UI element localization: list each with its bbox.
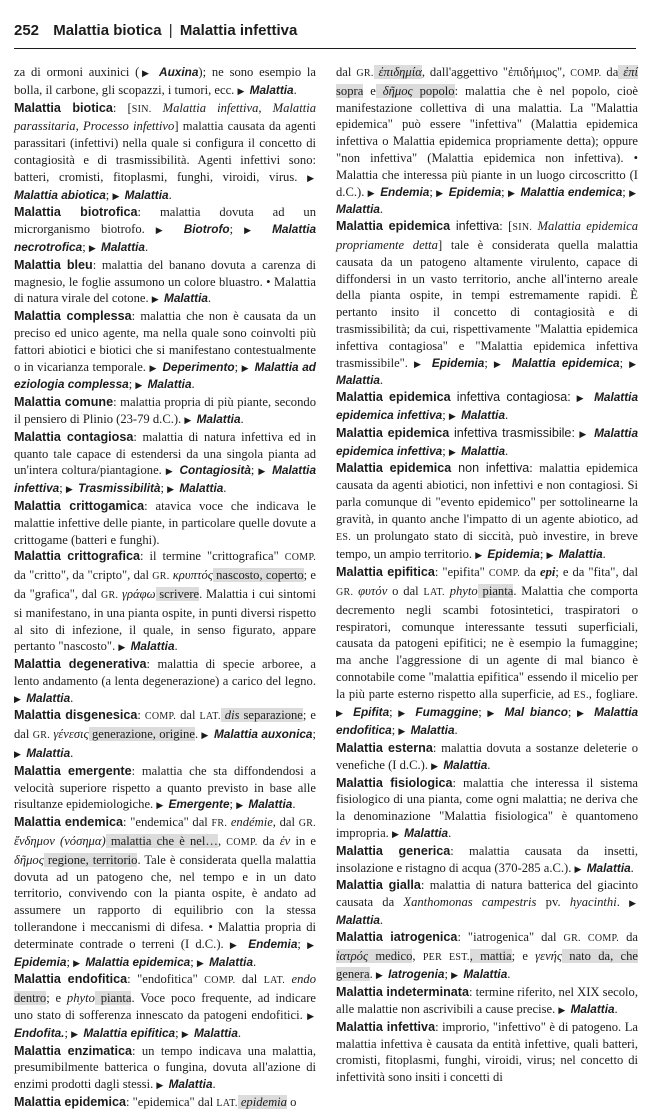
cross-reference: Malattia	[336, 373, 380, 388]
cross-reference: Endofita.	[14, 1025, 65, 1040]
cross-reference: Mal bianco	[504, 705, 568, 720]
entry-malattia-crittogamica: Malattia crittogamica: atavica voce che indicava le malattie infettive delle piante, in particolare quelle dovute a crittogame (batteri e funghi).	[14, 498, 316, 547]
header-title-right: Malattia infettiva	[179, 22, 298, 39]
cross-reference: Malattia	[586, 860, 631, 875]
cross-reference: Malattia	[248, 797, 293, 812]
entry-malattia-fisiologica: Malattia fisiologica: malattia che interessa il sistema fisiologico di una pianta, come ogni malattia; ne deriva che la denominazione "Malattia fisiologica" è quantomeno impropria. ▶ Malattia.	[336, 775, 638, 841]
cross-reference: Malattia	[147, 377, 192, 392]
cross-reference: Malattia endofitica	[336, 705, 639, 738]
entry-headword: Malattia epidemica infettiva contagiosa:	[336, 390, 571, 405]
running-header	[14, 22, 636, 46]
cross-reference: Epidemia	[448, 184, 502, 199]
cross-reference: Malattia	[196, 411, 241, 426]
entry-headword: Malattia endemica	[14, 815, 124, 830]
cross-reference: Malattia necrotrofica	[14, 222, 317, 254]
entry-headword: Malattia gialla	[336, 878, 421, 893]
entry-headword: Malattia degenerativa	[14, 657, 147, 672]
cross-reference: Malattia	[570, 1002, 615, 1017]
cross-reference: Malattia infettiva	[14, 463, 316, 496]
entry-headword: Malattia epidemica infettiva trasmissibile:	[336, 425, 575, 440]
entry-malattia-emergente: Malattia emergente: malattia che sta diffondendosi a velocità superiore rispetto a quanto previsto in base alle risultanze epidemiologiche. ▶ Emergente; ▶ Malattia.	[14, 763, 316, 812]
entry-headword: Malattia crittogamica	[14, 498, 145, 513]
cross-reference: Trasmissibilità	[78, 481, 161, 496]
cross-reference: Fumaggine	[415, 705, 479, 720]
cross-reference: Malattia abiotica	[14, 187, 106, 202]
cross-reference: Malattia	[124, 187, 169, 202]
entry-malattia-epidemica-infettiva: Malattia epidemica infettiva: [SIN. Malattia epidemica propriamente detta] tale è considerata quella malattia causata da un patogeno altamente virulento, capace di diffondersi in un vasto territorio, anche all'interno areale della pianta ospite, in tempi estremamente rapidi. È pertanto insito il concetto di contagiosità e di trasmissibilità; da cui, rispettivamente "Malattia epidemica infettiva contagiosa" e "Malattia epidemica infettiva trasmissibile". ▶ Epidemia; ▶ Malattia epidemica; ▶ Malattia.	[336, 219, 638, 388]
entry-malattia-infettiva: Malattia infettiva: improrio, "infettivo" è di patogeno. La malattia infettiva è causata da entità infettive, quali batteri, cromisti, fitoplasmi, funghi, viroidi, virus; nel concetto di infettività sono insiti i concetti di	[336, 1019, 639, 1085]
cross-reference: Iatrogenia	[388, 967, 445, 982]
cross-reference: Malattia	[463, 967, 508, 982]
cross-reference: Endemia	[248, 936, 298, 951]
cross-reference: Malattia epifitica	[83, 1025, 176, 1040]
cross-reference: Malattia	[193, 1025, 238, 1040]
cross-reference: Malattia	[164, 291, 208, 306]
entry-headword: Malattia enzimatica	[14, 1043, 133, 1058]
entry-malattia-enzimatica: Malattia enzimatica: un tempo indicava una malattia, presumibilmente batterica o fungina, dovuta all'azione di enzimi prodotti dagli stessi. ▶ Malattia.	[14, 1043, 316, 1092]
entry-malattia-gialla: Malattia gialla: malattia di natura batterica del giacinto causata da Xanthomonas campestris pv. hyacinthi. ▶ Malattia.	[336, 878, 638, 928]
page-number: 252	[14, 22, 40, 39]
cross-reference: Malattia	[558, 547, 603, 562]
cross-reference: Malattia	[179, 481, 224, 496]
entry-headword: Malattia infettiva	[336, 1019, 436, 1034]
cross-reference: Malattia	[130, 639, 175, 654]
entry-malattia-epidemica-non-infettiva: Malattia epidemica non infettiva: malattia epidemica causata da agenti abiotici, non infettivi e non contagiosi. Si parla comunque di "evento epidemico" per sottolinearne la gravità, in quanto anche l'impatto di un agente abiotico, ad ES. un prolungato stato di siccità, può investire, in breve tempo, un ampio territorio. ▶ Epidemia; ▶ Malattia.	[336, 461, 638, 562]
header-title-left: Malattia biotica	[53, 22, 162, 39]
entry-malattia-bleu: Malattia bleu: malattia del banano dovuta a carenza di magnesio, le foglie assumono un colore bluastro. • Malattia di natura virale del cotone. ▶ Malattia.	[14, 257, 316, 306]
entry-headword: Malattia disgenesica	[14, 708, 138, 723]
entry-headword: Malattia esterna	[336, 741, 433, 756]
entry-malattia-indeterminata: Malattia indeterminata: termine riferito, nel XIX secolo, alle malattie non ascrivibili a cause precise. ▶ Malattia.	[336, 985, 638, 1017]
cross-reference: Epifita	[353, 705, 390, 720]
entry-malattia-crittografica: Malattia crittografica: il termine "crittografica" COMP. da "critto", da "cripto", dal GR. κρυπτός nascosto, coperto; e da "grafica", dal GR. γράφω scrivere. Malattia i cui sintomi si manifestano, in una pianta ospite, in punti diversi rispetto al sito di infezione, il quale, in senso figurato, appare pertanto "nascosto". ▶ Malattia.	[14, 549, 317, 654]
entry-headword: Malattia bleu	[14, 257, 93, 272]
cross-reference: Malattia	[209, 954, 253, 969]
cross-reference: Malattia	[101, 239, 145, 254]
entry-headword: Malattia generica	[336, 843, 451, 858]
entry-headword: Malattia epidemica	[14, 1095, 126, 1110]
cross-reference: Emergente	[168, 797, 230, 812]
cross-reference: Endemia	[380, 184, 430, 199]
cross-reference: Malattia	[404, 826, 449, 841]
entry-malattia-epidemica-infettiva-trasmissibile: Malattia epidemica infettiva trasmissibile: ▶ Malattia epidemica infettiva; ▶ Malattia.	[336, 425, 638, 458]
cross-reference: Malattia ad eziologia complessa	[14, 359, 317, 392]
entry-headword: Malattia iatrogenica	[336, 929, 458, 944]
cross-reference: Malattia endemica	[520, 184, 623, 199]
cross-reference: Malattia	[26, 746, 71, 761]
cross-reference: Contagiosità	[179, 463, 251, 478]
entry-malattia-esterna: Malattia esterna: malattia dovuta a sostanze deleterie o venefiche (I d.C.). ▶ Malattia.	[336, 741, 638, 772]
entry-malattia-epifitica: Malattia epifitica: "epifita" COMP. da epi; e da "fita", dal GR. φυτόν o dal LAT. phyto pianta. Malattia che comporta decremento negli scambi fotosintetici, traspiratori o respiratori, comunque interessante tessuti superficiali, causata da patogeni epifitici; ne è esempio la fumaggine; ma anche l'aggressione di un agente di mal bianco è connotabile come "malattia epifitica" essendo il micelio per la più parte esterno rispetto alla superficie, ad ES., fogliare. ▶ Epifita; ▶ Fumaggine; ▶ Mal bianco; ▶ Malattia endofitica; ▶ Malattia.	[336, 565, 639, 738]
entry-headword: Malattia biotica	[14, 100, 113, 115]
cross-reference: Malattia	[26, 690, 71, 705]
entry-headword: Malattia crittografica	[14, 549, 141, 564]
header-rule	[14, 48, 636, 49]
entry-malattia-iatrogenica: Malattia iatrogenica: "iatrogenica" dal GR. COMP. da ἰατρός medico, PER EST., mattia; e γενής nato da, che genera. ▶ Iatrogenia; ▶ Malattia.	[336, 929, 638, 982]
cross-reference: Malattia	[410, 723, 455, 738]
cross-reference: Malattia	[443, 757, 488, 772]
entry-headword: Malattia comune	[14, 395, 114, 410]
cross-reference: Malattia epidemica	[85, 954, 191, 969]
cross-reference: Malattia auxonica	[213, 727, 313, 742]
entry-headword: Malattia biotrofica	[14, 205, 138, 220]
cross-reference: Malattia epidemica infettiva	[336, 425, 638, 458]
header-separator: |	[168, 22, 173, 39]
cross-reference: Malattia	[249, 82, 294, 97]
entry-headword: Malattia endofitica	[14, 972, 128, 987]
cross-reference: Malattia epidemica infettiva	[336, 390, 638, 422]
entry-headword: Malattia fisiologica	[336, 775, 453, 790]
entry-headword: Malattia contagiosa	[14, 429, 134, 444]
cross-reference: Deperimento	[162, 359, 235, 374]
entry-malattia-disgenesica: Malattia disgenesica: COMP. dal LAT. dis separazione; e dal GR. γένεσις generazione, origine. ▶ Malattia auxonica; ▶ Malattia.	[14, 708, 316, 761]
entry-malattia-contagiosa: Malattia contagiosa: malattia di natura infettiva ed in quanto tale capace di estendersi da una singola pianta ad un'intera coltura/piantagione. ▶ Contagiosità; ▶ Malattia infettiva; ▶ Trasmissibilità; ▶ Malattia.	[14, 429, 317, 496]
entry-headword: Malattia complessa	[14, 309, 132, 324]
entry-malattia-endemica: Malattia endemica: "endemica" dal FR. endémie, dal GR. ἔνδημον (νόσημα) malattia che è nel…, COMP. da ἐν in e δῆμος regione, territorio. Tale è considerata quella malattia dovuta ad un patogeno che, nel tempo e in un dato territorio, convivendo con la pianta ospite, è andato ad assumere un rapporto di equilibrio con la stessa tollerandone i meccanismi di difesa. • Malattia propria di determinate contrade o terreni (I d.C.). ▶ Endemia; ▶ Epidemia; ▶ Malattia epidemica; ▶ Malattia.	[14, 815, 316, 969]
entry-malattia-biotrofica: Malattia biotrofica: malattia dovuta ad un microrganismo biotrofo. ▶ Biotrofo; ▶ Malattia necrotrofica; ▶ Malattia.	[14, 205, 317, 254]
cross-reference: Epidemia	[14, 954, 67, 969]
right-column	[336, 64, 638, 1086]
cross-reference: Malattia	[336, 202, 380, 217]
entry-headword: Malattia epidemica infettiva	[336, 219, 500, 234]
entry-malattia-epidemica-infettiva-contagiosa: Malattia epidemica infettiva contagiosa: ▶ Malattia epidemica infettiva; ▶ Malattia.	[336, 390, 638, 422]
cross-reference: Malattia	[168, 1077, 213, 1092]
entry-malattia-biotica: Malattia biotica: [SIN. Malattia infettiva, Malattia parassitaria, Processo infettivo] malattia causata da agenti parassitari (infettivi) nella quale si configura il concetto di contagiosità e di trasmissibilità. Agenti infettivi sono: batteri, cromisti, fitoplasmi, funghi, viroidi, virus. ▶ Malattia abiotica; ▶ Malattia.	[14, 100, 316, 202]
cross-reference: Malattia epidemica	[511, 355, 620, 370]
entry-malattia-generica: Malattia generica: malattia causata da insetti, insolazione e ristagno di acqua (370-285 a.C.). ▶ Malattia.	[336, 843, 638, 875]
cross-reference: Auxina	[159, 65, 199, 79]
cross-reference: Biotrofo	[183, 222, 230, 237]
entry-malattia-degenerativa: Malattia degenerativa: malattia di specie arboree, a lento andamento (a lenta degenerazione) a carico del legno. ▶ Malattia.	[14, 657, 316, 705]
entry-malattia-complessa: Malattia complessa: malattia che non è causata da un preciso ed unico agente, ma nella quale sono coinvolti più fattori abiotici e biotici che si manifestano contestualmente o in vicarianza temporale. ▶ Deperimento; ▶ Malattia ad eziologia complessa; ▶ Malattia.	[14, 309, 317, 392]
cross-reference: Epidemia	[487, 547, 540, 562]
entry-headword: Malattia indeterminata	[336, 985, 469, 1000]
entry-headword: Malattia epidemica non infettiva	[336, 461, 530, 476]
left-column	[14, 64, 316, 1113]
cross-reference: Epidemia	[431, 355, 485, 370]
entry-malattia-endofitica: Malattia endofitica: "endofitica" COMP. dal LAT. endo dentro; e phyto pianta. Voce poco frequente, ad indicare uno stato di sofferenza innescato da patogeni endofitici. ▶ Endofita.; ▶ Malattia epifitica; ▶ Malattia.	[14, 972, 316, 1040]
entry-malattia-comune: Malattia comune: malattia propria di più piante, secondo il pensiero di Plinio (23-79 d.C.). ▶ Malattia.	[14, 395, 316, 426]
cross-reference: Malattia	[336, 913, 380, 928]
entry-headword: Malattia epifitica	[336, 565, 435, 580]
cross-reference: Malattia	[461, 443, 505, 458]
entry-continuation: dal GR. ἐπιδημία, dall'aggettivo "ἐπιδήμιος", COMP. da ἐπί sopra e δῆμος popolo: malattia che è nel popolo, cioè manifestazione collettiva di una malattia. La "Malattia epidemica" può essere "infettiva" (Malattia epidemica infettiva o Malattia epidemica propriamente detta); oppure "non infettiva" (Malattia epidemica non infettiva). • Malattia che interessa più piante in un luogo circoscritto (I d.C.). ▶ Endemia; ▶ Epidemia; ▶ Malattia endemica; ▶ Malattia.	[336, 65, 639, 217]
entry-continuation: za di ormoni auxinici (▶ Auxina); ne sono esempio la bolla, il carbone, gli scopazzi, i tumori, ecc. ▶ Malattia.	[14, 65, 317, 97]
entry-headword: Malattia emergente	[14, 763, 132, 778]
cross-reference: Malattia	[461, 407, 505, 422]
entry-malattia-epidemica: Malattia epidemica: "epidemica" dal LAT. epidemia o	[14, 1095, 297, 1110]
